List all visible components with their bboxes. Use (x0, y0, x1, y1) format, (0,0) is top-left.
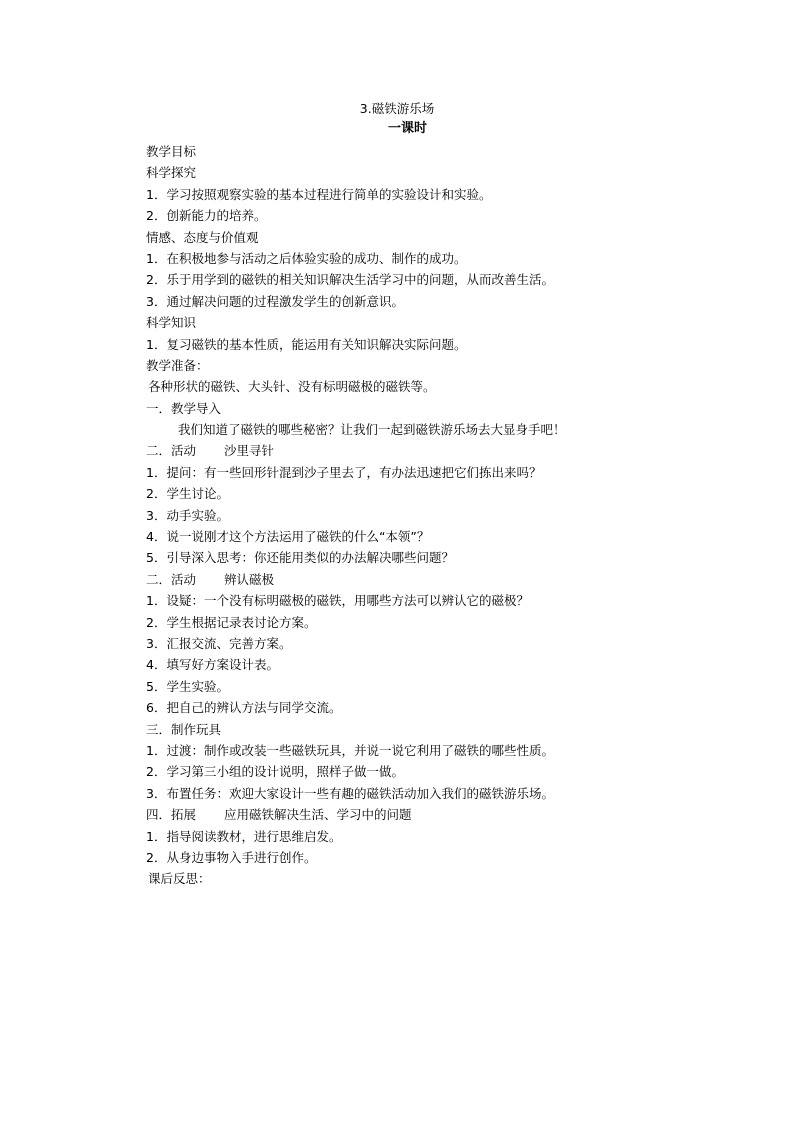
list-item: 3．动手实验。 (146, 507, 229, 523)
list-item: 2．乐于用学到的磁铁的相关知识解决生活学习中的问题，从而改善生活。 (146, 272, 554, 288)
heading-reflection: 课后反思： (148, 871, 211, 887)
list-item: 4．填写好方案设计表。 (146, 657, 279, 673)
list-item: 1．提问：有一些回形针混到沙子里去了，有办法迅速把它们拣出来吗？ (146, 464, 542, 480)
heading-preparation: 教学准备： (146, 357, 209, 373)
list-item: 6．把自己的辨认方法与同学交流。 (146, 700, 342, 716)
heading-teaching-goals: 教学目标 (146, 144, 197, 159)
list-item: 3．布置任务：欢迎大家设计一些有趣的磁铁活动加入我们的磁铁游乐场。 (146, 785, 554, 801)
list-item: 4．说一说刚才这个方法运用了磁铁的什么“本领”？ (146, 529, 430, 545)
list-item: 1．复习磁铁的基本性质，能运用有关知识解决实际问题。 (146, 336, 467, 352)
heading-activity-1 (146, 440, 666, 461)
activity-1-name: 沙里寻针 (224, 443, 275, 459)
activity-1-label: 二．活动 (146, 443, 197, 459)
activity-2-label: 二．活动 (146, 571, 197, 587)
extension-name: 应用磁铁解决生活、学习中的问题 (224, 807, 412, 823)
list-item: 5．引导深入思考：你还能用类似的办法解决哪些问题？ (146, 550, 454, 566)
list-item: 2．创新能力的培养。 (146, 208, 267, 224)
preparation-text: 各种形状的磁铁、大头针、没有标明磁极的磁铁等。 (148, 379, 436, 395)
heading-science-inquiry: 科学探究 (146, 165, 197, 181)
activity-2-name: 辨认磁极 (224, 571, 275, 587)
extension-label: 四．拓展 (146, 807, 197, 823)
introduction-text: 我们知道了磁铁的哪些秘密？让我们一起到磁铁游乐场去大显身手吧！ (178, 422, 566, 438)
list-item: 1．指导阅读教材，进行思维启发。 (146, 828, 342, 844)
heading-make-toys: 三．制作玩具 (146, 721, 222, 737)
heading-activity-2 (146, 569, 666, 590)
list-item: 2．学习第三小组的设计说明，照样子做一做。 (146, 764, 404, 780)
list-item: 1．在积极地参与活动之后体验实验的成功、制作的成功。 (146, 250, 467, 266)
list-item: 1．学习按照观察实验的基本过程进行简单的实验设计和实验。 (146, 186, 492, 202)
list-item: 2．学生根据记录表讨论方案。 (146, 614, 317, 630)
page-title: 3.磁铁游乐场 (359, 101, 435, 116)
list-item: 2．从身边事物入手进行创作。 (146, 849, 317, 865)
list-item: 3．汇报交流、完善方案。 (146, 635, 292, 651)
list-item: 5．学生实验。 (146, 678, 229, 694)
list-item: 1．设疑：一个没有标明磁极的磁铁，用哪些方法可以辨认它的磁极？ (146, 593, 529, 609)
list-item: 2．学生讨论。 (146, 486, 229, 502)
list-item: 1．过渡：制作或改装一些磁铁玩具，并说一说它利用了磁铁的哪些性质。 (146, 742, 554, 758)
heading-science-knowledge: 科学知识 (146, 315, 197, 331)
document-body (146, 141, 666, 890)
heading-attitude-values: 情感、态度与价值观 (146, 229, 259, 245)
list-item: 3．通过解决问题的过程激发学生的创新意识。 (146, 293, 404, 309)
heading-introduction: 一．教学导入 (146, 400, 222, 416)
page-subtitle: 一课时 (388, 121, 428, 136)
heading-extension (146, 804, 666, 825)
